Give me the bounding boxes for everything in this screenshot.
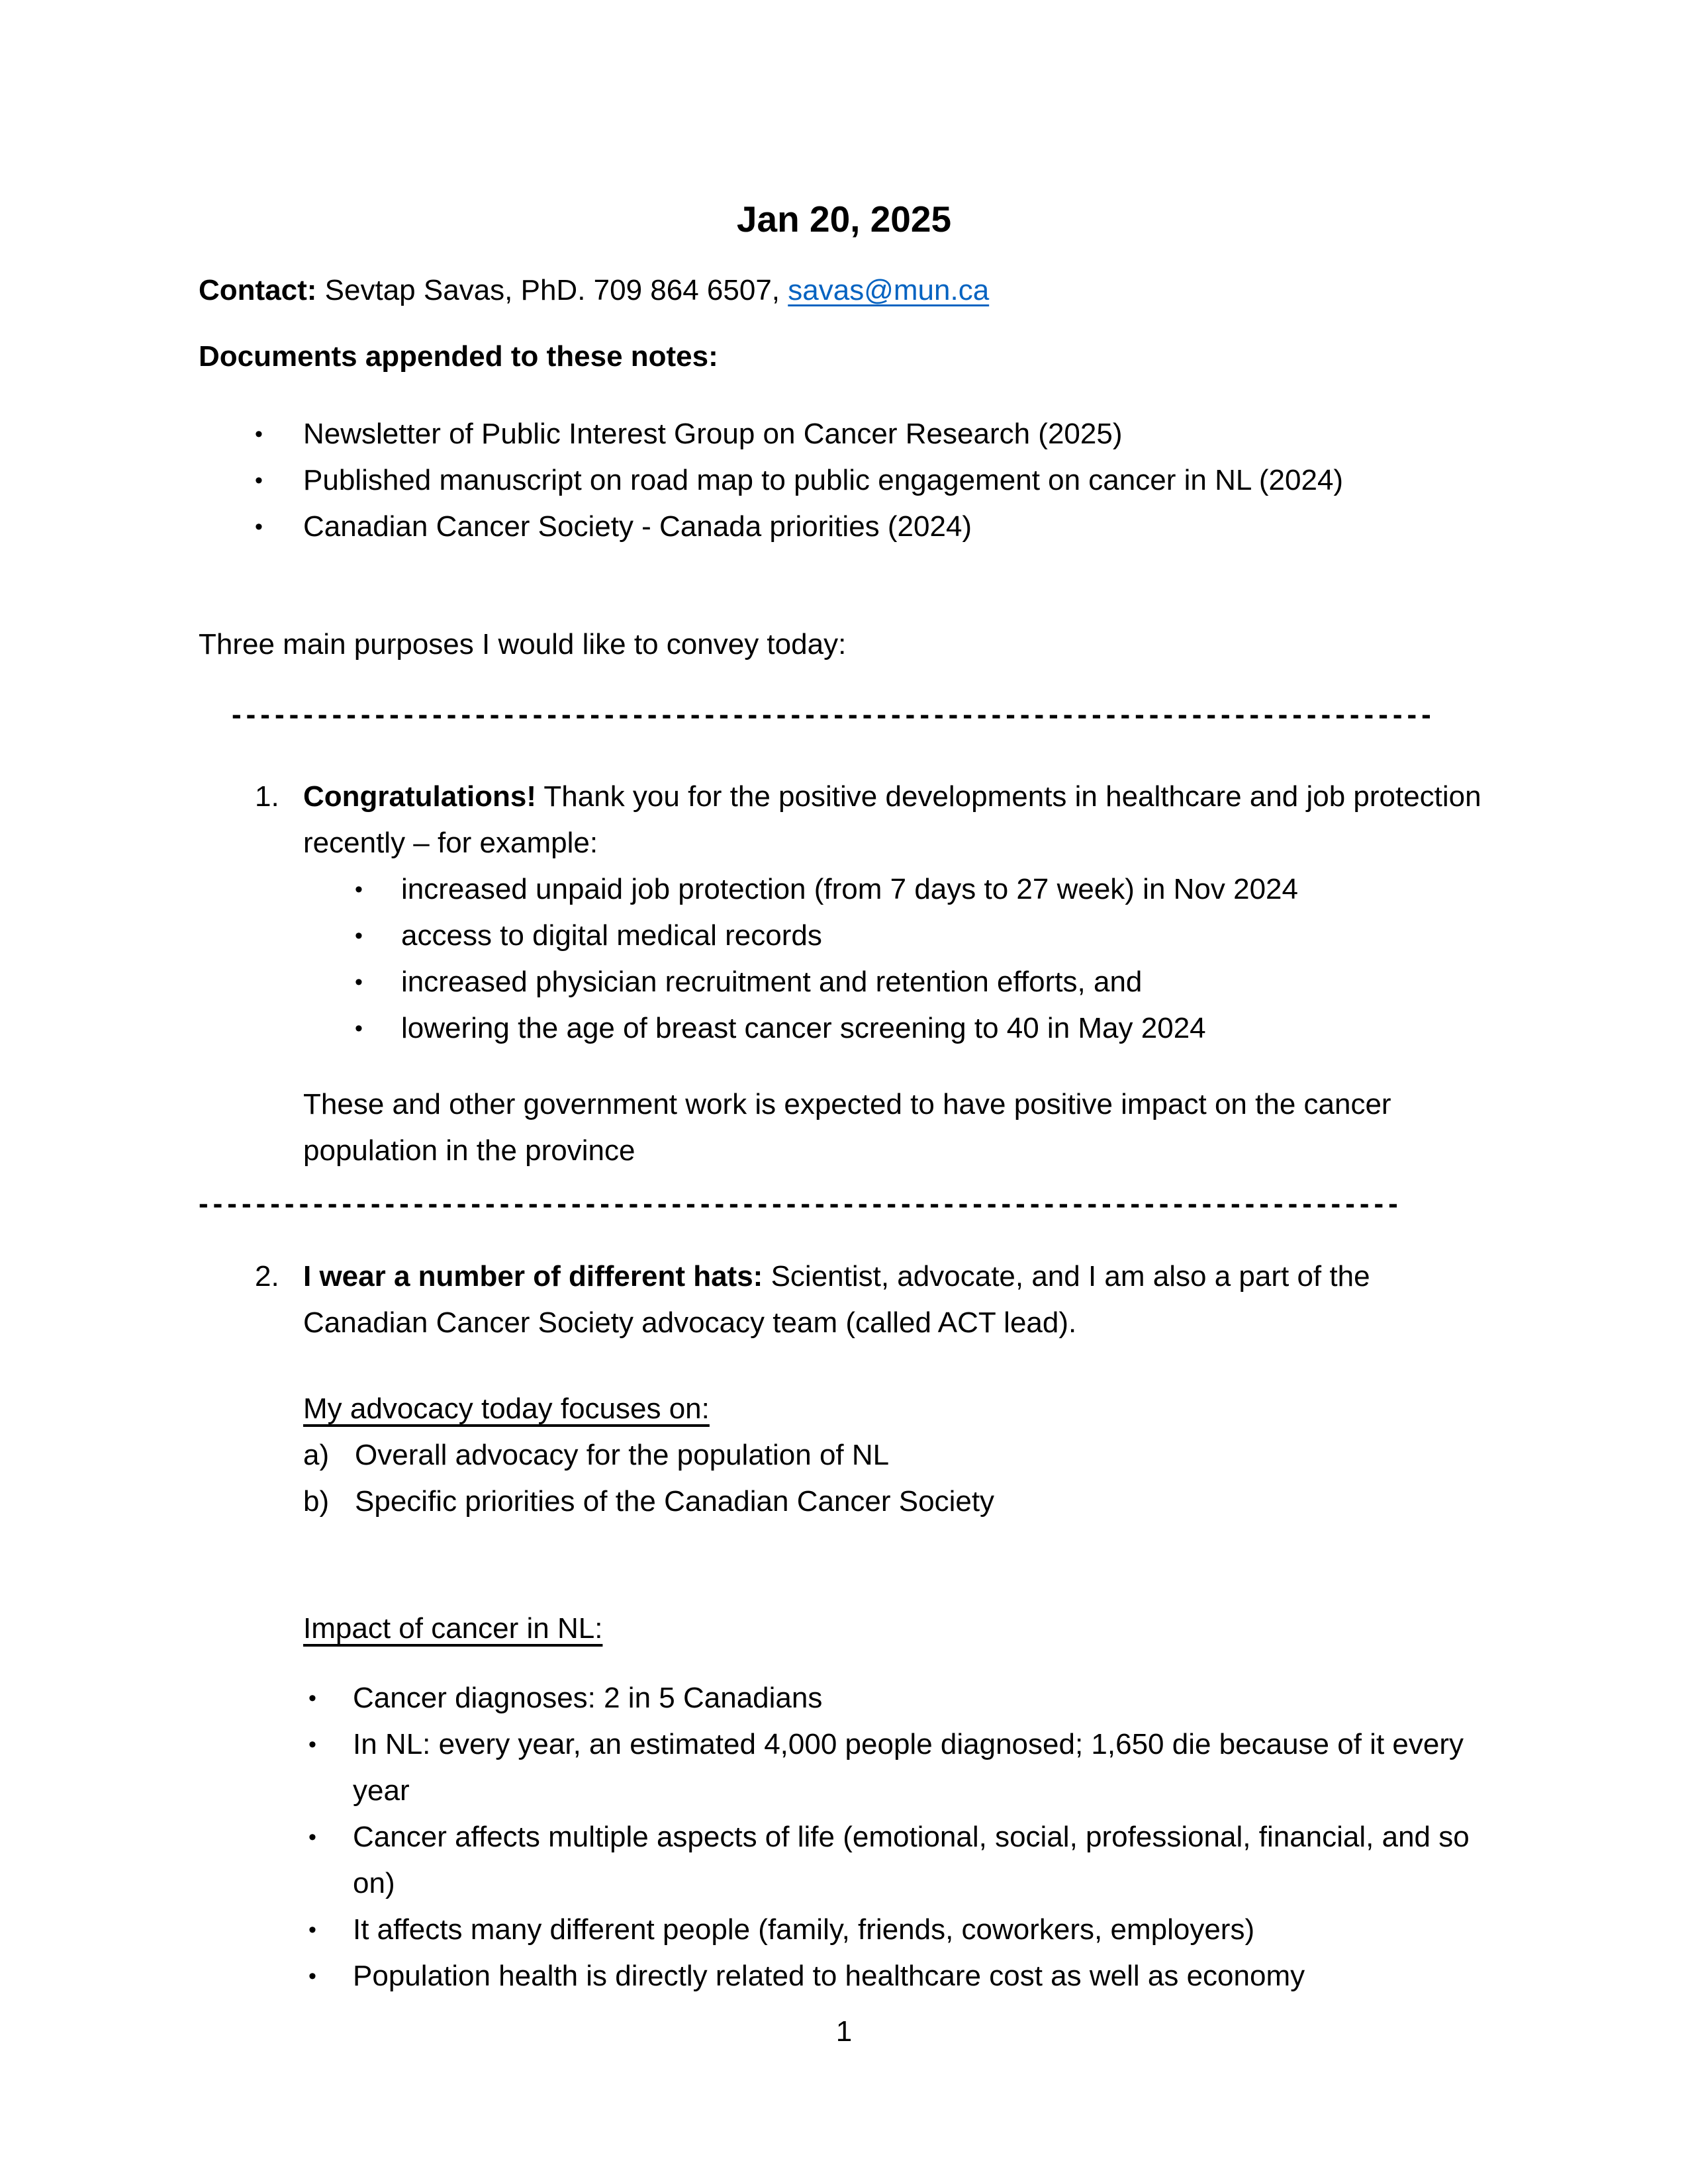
list-item-text: Specific priorities of the Canadian Cancer Society xyxy=(355,1485,995,1518)
item-content xyxy=(303,774,1489,1174)
contact-text: Sevtap Savas, PhD. 709 864 6507, xyxy=(316,274,788,306)
list-item xyxy=(303,1005,1489,1052)
list-item-text: Cancer diagnoses: 2 in 5 Canadians xyxy=(353,1682,823,1714)
list-item xyxy=(303,959,1489,1005)
bullet-icon: • xyxy=(255,468,263,493)
bullet-icon: • xyxy=(255,514,263,539)
email-link[interactable]: savas@mun.ca xyxy=(788,274,990,306)
item-content xyxy=(303,1253,1489,1999)
bullet-icon: • xyxy=(308,1917,316,1942)
list-item xyxy=(303,1721,1489,1814)
list-item xyxy=(303,1814,1489,1907)
list-item xyxy=(199,504,1489,550)
impact-heading: Impact of cancer in NL: xyxy=(303,1612,603,1645)
bullet-icon: • xyxy=(255,422,263,447)
list-item xyxy=(199,457,1489,504)
item2-lead-rest: Scientist, advocate, and I am also a part of the Canadian Cancer Society advocacy team (called ACT lead). xyxy=(303,1260,1370,1339)
item1-lead xyxy=(303,774,1489,866)
list-item-text: It affects many different people (family, friends, coworkers, employers) xyxy=(353,1913,1255,1946)
list-item-text: Published manuscript on road map to public engagement on cancer in NL (2024) xyxy=(303,464,1344,496)
impact-list xyxy=(303,1675,1489,1999)
list-item xyxy=(199,411,1489,457)
item1-lead-bold: Congratulations! xyxy=(303,780,536,813)
list-item-text: access to digital medical records xyxy=(401,919,822,952)
numbered-item-1 xyxy=(199,774,1489,1174)
list-item-text: Canadian Cancer Society - Canada priorities (2024) xyxy=(303,510,972,543)
list-item-text: Overall advocacy for the population of NL xyxy=(355,1439,890,1471)
list-item xyxy=(303,1675,1489,1721)
bullet-icon: • xyxy=(355,970,363,995)
bullet-icon: • xyxy=(355,923,363,948)
dashed-separator: ------------------------------------------------------------------------------------ xyxy=(232,698,1436,731)
bullet-icon: • xyxy=(355,877,363,902)
list-item xyxy=(303,1479,1489,1525)
list-marker: a) xyxy=(303,1439,330,1471)
contact-label: Contact: xyxy=(199,274,317,306)
documents-list xyxy=(199,411,1489,550)
advocacy-list xyxy=(303,1432,1489,1525)
contact-line xyxy=(199,267,1489,314)
bullet-icon: • xyxy=(308,1825,316,1850)
list-item xyxy=(303,866,1489,913)
item-number: 1. xyxy=(255,780,279,813)
item1-sub-list xyxy=(303,866,1489,1052)
list-item-text: increased unpaid job protection (from 7 days to 27 week) in Nov 2024 xyxy=(401,873,1298,905)
bullet-icon: • xyxy=(308,1686,316,1711)
item1-lead-rest: Thank you for the positive developments in healthcare and job protection recently – for example: xyxy=(303,780,1481,859)
list-item xyxy=(303,1907,1489,1953)
bullet-icon: • xyxy=(308,1732,316,1757)
list-marker: b) xyxy=(303,1485,330,1518)
item2-lead-bold: I wear a number of different hats: xyxy=(303,1260,763,1293)
item2-lead xyxy=(303,1253,1489,1346)
list-item xyxy=(303,1953,1489,1999)
list-item-text: Cancer affects multiple aspects of life (emotional, social, professional, financial, and so on) xyxy=(353,1821,1470,1899)
documents-heading: Documents appended to these notes: xyxy=(199,340,718,373)
advocacy-heading: My advocacy today focuses on: xyxy=(303,1392,710,1425)
list-item-text: increased physician recruitment and retention efforts, and xyxy=(401,966,1143,998)
list-item xyxy=(303,1432,1489,1479)
list-item-text: Population health is directly related to healthcare cost as well as economy xyxy=(353,1960,1305,1992)
list-item xyxy=(303,913,1489,959)
item-number: 2. xyxy=(255,1260,279,1293)
page-number: 1 xyxy=(835,2015,853,2048)
page-title: Jan 20, 2025 xyxy=(736,199,952,240)
list-item-text: In NL: every year, an estimated 4,000 people diagnosed; 1,650 die because of it every year xyxy=(353,1728,1464,1807)
item1-closing: These and other government work is expected to have positive impact on the cancer population in the province xyxy=(303,1088,1391,1167)
intro-line: Three main purposes I would like to convey today: xyxy=(199,628,847,660)
list-item-text: lowering the age of breast cancer screening to 40 in May 2024 xyxy=(401,1012,1206,1044)
list-item-text: Newsletter of Public Interest Group on Cancer Research (2025) xyxy=(303,418,1123,450)
numbered-item-2 xyxy=(199,1253,1489,1999)
bullet-icon: • xyxy=(355,1016,363,1041)
bullet-icon: • xyxy=(308,1964,316,1989)
dashed-separator: ------------------------------------------------------------------------------------ xyxy=(199,1187,1403,1220)
